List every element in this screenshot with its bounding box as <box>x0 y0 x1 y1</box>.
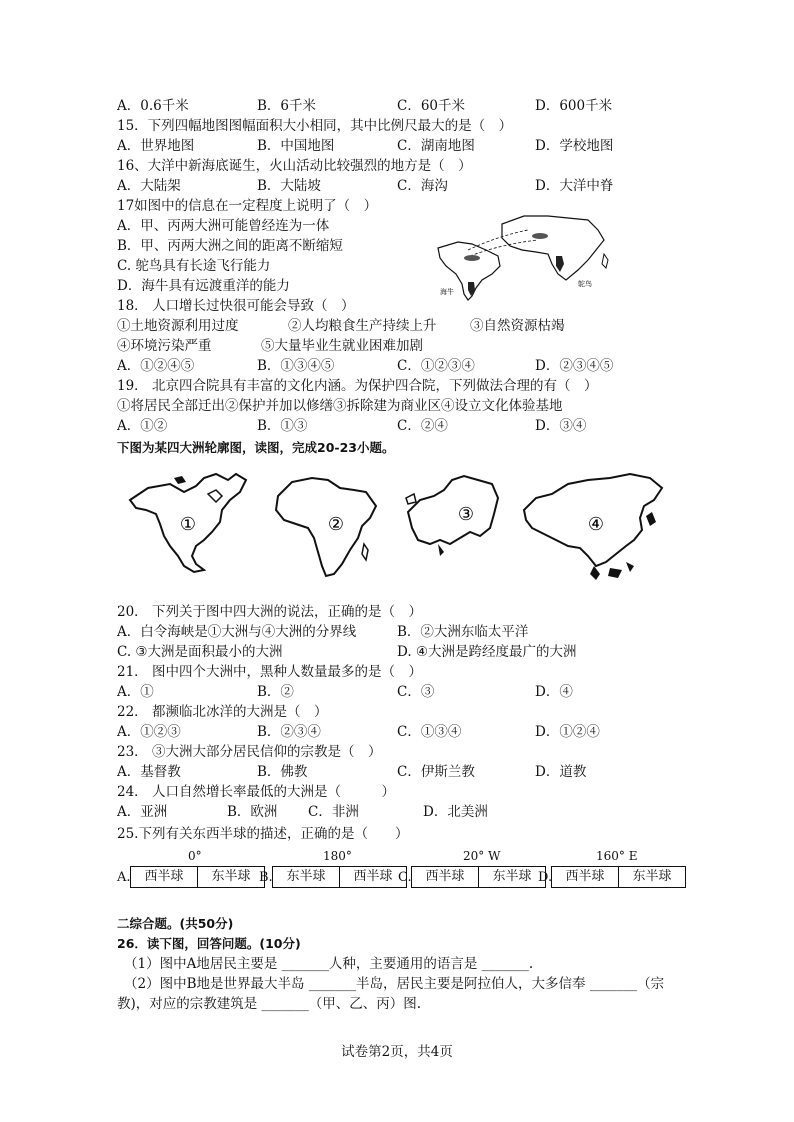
q21-option-a: A．① <box>117 684 154 700</box>
q22-stem: 22． 都濒临北冰洋的大洲是（ ） <box>117 704 328 720</box>
q18-item-3: ③自然资源枯竭 <box>470 318 565 334</box>
section-intro-20-23: 下图为某四大洲轮廓图，读图，完成20-23小题。 <box>117 440 395 455</box>
q19-stem: 19． 北京四合院具有丰富的文化内涵。为保护四合院，下列做法合理的有（ ） <box>117 378 598 394</box>
q22-option-c: C．①③④ <box>397 724 462 740</box>
q17-option-b: B．甲、丙两大洲之间的距离不断缩短 <box>117 238 343 254</box>
q18-item-4: ④环境污染严重 <box>117 338 212 354</box>
q26-title: 26．读下图，回答问题。(10分) <box>117 936 301 951</box>
q25-box-c <box>411 866 546 888</box>
q25-box-b-right: 西半球 <box>339 867 406 887</box>
q14-option-c: C．60千米 <box>397 98 466 114</box>
q20-option-a: A．白令海峡是①大洲与④大洲的分界线 <box>117 624 357 640</box>
q17-option-c: C. 鸵鸟具有长途飞行能力 <box>117 258 271 274</box>
q23-option-a: A．基督教 <box>117 764 181 780</box>
q24-option-c: C．非洲 <box>308 804 359 820</box>
q15-option-a: A．世界地图 <box>117 138 195 154</box>
q23-option-d: D．道教 <box>535 764 587 780</box>
q18-item-1: ①土地资源利用过度 <box>117 318 239 334</box>
q21-option-b: B．② <box>257 684 294 700</box>
q18-option-b: B．①③④⑤ <box>257 358 335 374</box>
q25-label-b: 180° <box>323 849 352 863</box>
q17-continents-map <box>428 208 618 304</box>
q19-option-b: B．①③ <box>257 418 308 434</box>
q15-option-b: B．中国地图 <box>257 138 335 154</box>
q18-option-d: D．②③④⑤ <box>535 358 614 374</box>
q15-stem: 15．下列四幅地图图幅面积大小相同，其中比例尺最大的是（ ） <box>117 118 513 134</box>
q20-option-b: B．②大洲东临太平洋 <box>397 624 529 640</box>
q25-box-a-left: 西半球 <box>144 869 184 884</box>
q19-option-d: D．③④ <box>535 418 587 434</box>
q17-stem: 17如图中的信息在一定程度上说明了（ ） <box>117 198 378 214</box>
q25-prefix-b: B. <box>259 870 273 885</box>
q20-option-c: C. ③大洲是面积最小的大洲 <box>117 644 283 660</box>
q22-option-a: A．①②③ <box>117 724 181 740</box>
q26-line-1: （1）图中A地居民主要是 _______人种，主要通用的语言是 _______. <box>124 956 534 972</box>
q22-option-d: D．①②④ <box>535 724 600 740</box>
q25-box-a-right: 东半球 <box>197 867 264 887</box>
q25-stem: 25.下列有关东西半球的描述，正确的是（ ） <box>117 826 409 842</box>
q14-option-d: D．600千米 <box>535 98 613 114</box>
continent-label-3: ③ <box>457 504 475 525</box>
q14-option-a: A．0.6千米 <box>117 98 189 114</box>
continent-label-4: ④ <box>587 514 605 535</box>
q26-line-3: 教)，对应的宗教建筑是 _______（甲、乙、丙）图. <box>117 996 422 1012</box>
continent-label-1: ① <box>179 514 197 535</box>
q23-option-c: C．伊斯兰教 <box>397 764 475 780</box>
q24-option-d: D．北美洲 <box>423 804 488 820</box>
q19-option-a: A．①② <box>117 418 168 434</box>
q25-box-c-left: 西半球 <box>425 869 465 884</box>
map-label-ostrich: 鸵鸟 <box>578 280 592 288</box>
q18-stem: 18． 人口增长过快很可能会导致（ ） <box>117 298 355 314</box>
q15-option-c: C．湖南地图 <box>397 138 475 154</box>
q23-stem: 23． ③大洲大部分居民信仰的宗教是（ ） <box>117 744 382 760</box>
section2-title: 二综合题。(共50分) <box>117 916 234 931</box>
q25-box-d-left: 西半球 <box>565 869 605 884</box>
q24-stem: 24． 人口自然增长率最低的大洲是（ ） <box>117 784 395 800</box>
q21-option-c: C．③ <box>397 684 435 700</box>
q25-box-b-left: 东半球 <box>286 869 326 884</box>
q26-line-2: （2）图中B地是世界最大半岛 _______半岛，居民主要是阿拉伯人，大多信奉 _______（宗 <box>124 976 665 992</box>
q18-option-a: A．①②④⑤ <box>117 358 195 374</box>
q25-prefix-a: A. <box>117 870 131 885</box>
q17-option-a: A．甲、丙两大洲可能曾经连为一体 <box>117 218 330 234</box>
q25-box-b <box>272 866 407 888</box>
q25-prefix-c: C. <box>398 870 412 885</box>
q16-option-d: D．大洋中脊 <box>535 178 614 194</box>
q25-prefix-d: D. <box>538 870 553 885</box>
q25-label-c: 20° W <box>463 849 501 863</box>
map-label-manatee: 海牛 <box>440 288 454 296</box>
q25-box-c-right: 东半球 <box>478 867 545 887</box>
continent-label-2: ② <box>327 514 345 535</box>
q16-stem: 16、大洋中新海底诞生，火山活动比较强烈的地方是（ ） <box>117 158 472 174</box>
page-footer: 试卷第2页，共4页 <box>341 1044 453 1060</box>
continent-3-europe-map <box>400 470 504 560</box>
q16-option-a: A．大陆架 <box>117 178 181 194</box>
q25-box-d-right: 东半球 <box>618 867 685 887</box>
q18-option-c: C．①②③④ <box>397 358 475 374</box>
q14-option-b: B．6千米 <box>257 98 317 114</box>
q18-item-5: ⑤大量毕业生就业困难加剧 <box>261 338 423 354</box>
q21-stem: 21． 图中四个大洲中，黑种人数量最多的是（ ） <box>117 664 422 680</box>
q19-option-c: C．②④ <box>397 418 448 434</box>
q23-option-b: B．佛教 <box>257 764 308 780</box>
continent-1-north-america-map <box>124 470 252 582</box>
q24-option-a: A．亚洲 <box>117 804 168 820</box>
continent-4-asia-map <box>518 470 668 588</box>
continent-2-africa-map <box>270 470 384 582</box>
q20-stem: 20． 下列关于图中四大洲的说法，正确的是（ ） <box>117 604 422 620</box>
q17-option-d: D．海牛具有远渡重洋的能力 <box>117 278 290 294</box>
q25-label-d: 160° E <box>596 849 638 863</box>
q24-option-b: B．欧洲 <box>227 804 278 820</box>
q19-items: ①将居民全部迁出②保护并加以修缮③拆除建为商业区④设立文化体验基地 <box>117 398 563 414</box>
q16-option-b: B．大陆坡 <box>257 178 321 194</box>
q20-option-d: D. ④大洲是跨经度最广的大洲 <box>397 644 577 660</box>
q25-box-d <box>551 866 686 888</box>
q21-option-d: D．④ <box>535 684 573 700</box>
q15-option-d: D．学校地图 <box>535 138 614 154</box>
q25-box-a <box>130 866 265 888</box>
q18-item-2: ②人均粮食生产持续上升 <box>288 318 437 334</box>
q22-option-b: B．②③④ <box>257 724 321 740</box>
q25-label-a: 0° <box>188 849 202 863</box>
q16-option-c: C．海沟 <box>397 178 448 194</box>
